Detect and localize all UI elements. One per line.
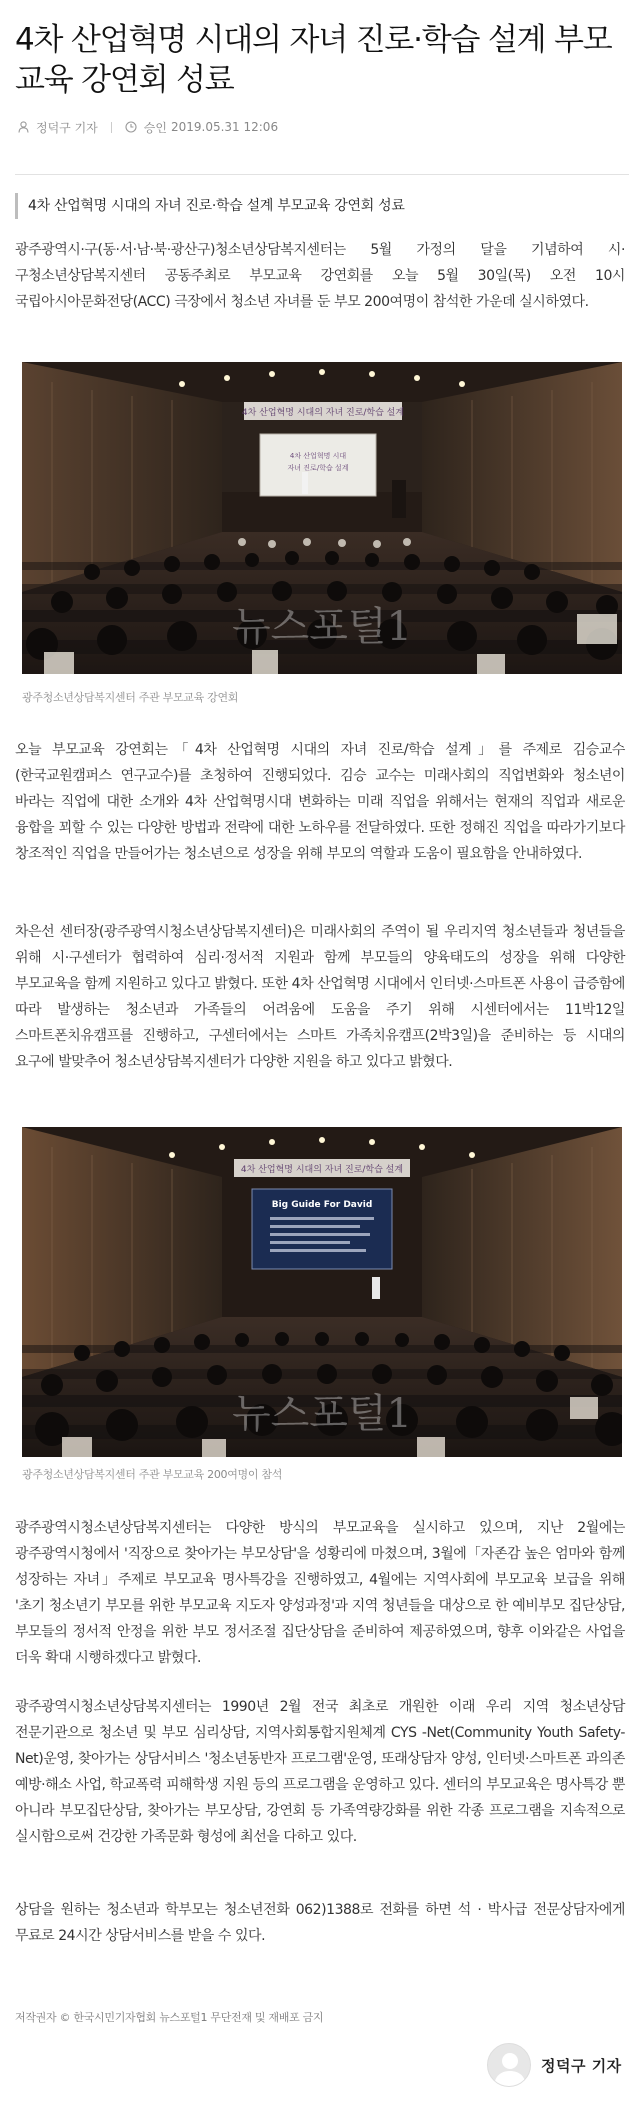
article-title: 4차 산업혁명 시대의 자녀 진로·학습 설계 부모교육 강연회 성료 [15,22,612,98]
photo-2-screen-text: Big Guide For David [271,1200,373,1210]
author-box[interactable] [487,2040,622,2090]
header-divider [15,174,629,175]
paragraph-6: 상담을 원하는 청소년과 학부모는 청소년전화 062)1388로 전화를 하면 석 · 박사급 전문상담자에게 무료로 24시간 상담서비스를 받을 수 있다. [15,1902,625,1944]
paragraph-1: 광주광역시·구(동·서·남·북·광산구)청소년상담복지센터는 5월 가정의 달을 기념하여 시·구청소년상담복지센터 공동주최로 부모교육 강연회를 오늘 5월 30일(목) 오전 10시 국립아시아문화전당(ACC) 극장에서 청소년 자녀를 둔 부모 200여명이 참석한 가운데 실시하였다. [15,242,625,310]
photo-1-screen-line-1: 4차 산업혁명 시대 [289,452,347,460]
person-icon [18,121,29,133]
photo-2-caption: 광주청소년상담복지센터 주관 부모교육 200여명이 참석 [22,1468,283,1481]
user-avatar-icon [487,2043,531,2087]
paragraph-4: 광주광역시청소년상담복지센터는 다양한 방식의 부모교육을 실시하고 있으며, 지난 2월에는 광주광역시청에서 '직장으로 찾아가는 부모상담'을 성황리에 마쳤으며, 3월에「자존감 높은 엄마와 함께 성장하는 자녀」주제로 부모교육 명사특강을 진행하였고, 4월에는 지역사회에 부모교육 보급을 위해 '초기 청소년기 부모를 위한 부모교육 지도자 양성과정'과 지역 청년들을 대상으로 한 예비부모 집단상담, 부모들의 정서적 안정을 위한 부모 정서조절 집단상담을 준비하여 제공하였으며, 향후 이와같은 사업을 더욱 확대 시행하겠다고 밝혔다. [15,1520,625,1666]
meta-divider [111,122,112,133]
photo-1-banner-text: 4차 산업혁명 시대의 자녀 진로/학습 설계 [241,408,405,418]
approved-label: 승인 [143,120,167,135]
copyright-notice: 저작권자 © 한국시민기자협회 뉴스포털1 무단전재 및 재배포 금지 [15,2011,324,2024]
approved-datetime: 2019.05.31 12:06 [170,120,279,134]
reporter-name: 정덕구 기자 [36,120,98,135]
reporter-info[interactable] [18,119,98,136]
photo-1-caption: 광주청소년상담복지센터 주관 부모교육 강연회 [22,691,239,704]
photo-1-watermark: 뉴스포털1 [231,604,413,650]
author-box-name[interactable]: 정덕구 기자 [541,2056,622,2075]
article-summary: 4차 산업혁명 시대의 자녀 진로·학습 설계 부모교육 강연회 성료 [15,193,629,219]
photo-2-banner-text: 4차 산업혁명 시대의 자녀 진로/학습 설계 [240,1165,404,1175]
approved-info [125,119,278,136]
article-photo-2[interactable] [22,1127,622,1457]
paragraph-3: 차은선 센터장(광주광역시청소년상담복지센터)은 미래사회의 주역이 될 우리지역 청소년들과 청년들을 위해 시·구센터가 협력하여 심리·정서적 지원과 함께 부모들의 양육태도의 성장을 위해 다양한 부모교육을 함께 지원하고 있다고 밝혔다. 또한 4차 산업혁명 시대에서 인터넷·스마트폰 사용이 급증함에 따라 발생하는 청소년과 가족들의 어려움에 도움을 주기 위해 시센터에서는 11박12일 스마트폰치유캠프를 진행하고, 구센터에서는 스마트 가족치유캠프(2박3일)을 준비하는 등 시대의 요구에 발맞추어 청소년상담복지센터가 다양한 지원을 하고 있다고 밝혔다. [15,924,625,1070]
paragraph-5: 광주광역시청소년상담복지센터는 1990년 2월 전국 최초로 개원한 이래 우리 지역 청소년상담 전문기관으로 청소년 및 부모 심리상담, 지역사회통합지원체계 CYS -Net(Community Youth Safety-Net)운영, 찾아가는 상담서비스 '청소년동반자 프로그램'운영, 또래상담자 양성, 인터넷·스마트폰 과의존 예방·해소 사업, 학교폭력 피해학생 지원 등의 프로그램을 운영하고 있다. 센터의 부모교육은 명사특강 뿐 아니라 부모집단상담, 찾아가는 부모상담, 강연회 등 가족역량강화를 위한 각종 프로그램을 지속적으로 실시함으로써 건강한 가족문화 형성에 최선을 다하고 있다. [15,1699,625,1845]
photo-2-watermark: 뉴스포털1 [231,1391,413,1437]
article-meta [18,116,278,138]
clock-icon [125,121,137,133]
photo-1-screen-line-2: 자녀 진로/학습 설계 [287,464,349,472]
paragraph-2: 오늘 부모교육 강연회는「4차 산업혁명 시대의 자녀 진로/학습 설계」를 주제로 김승교수(한국교원캠퍼스 연구교수)를 초청하여 진행되었다. 김승 교수는 미래사회의 직업변화와 청소년이 바라는 직업에 대한 소개와 4차 산업혁명시대 변화하는 미래 직업을 위해서는 현재의 직업과 새로운 융합을 꾀할 수 있는 다양한 방법과 전략에 대한 노하우를 전달하였다. 또한 정해진 직업을 따라가기보다 창조적인 직업을 만들어가는 청소년으로 성장을 위해 부모의 역할과 도움이 필요함을 안내하였다. [15,742,625,862]
article-photo-1[interactable] [22,362,622,674]
